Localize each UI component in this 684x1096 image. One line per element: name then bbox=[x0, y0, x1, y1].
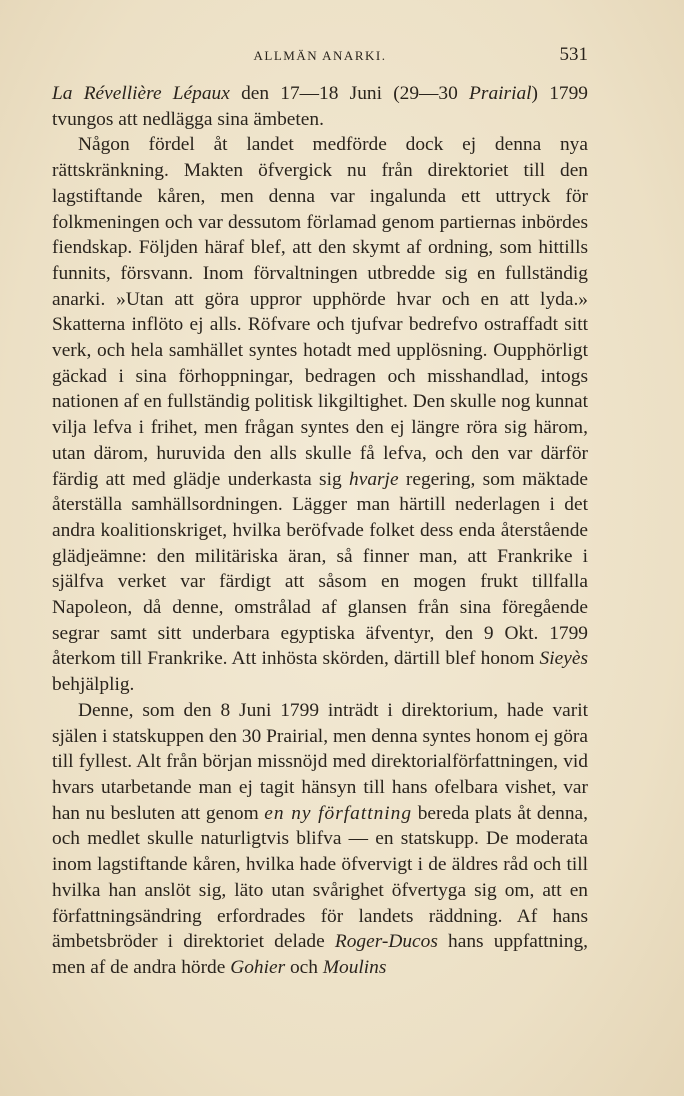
page-number: 531 bbox=[559, 44, 588, 65]
name-moulins: Moulins bbox=[322, 956, 387, 978]
text-run: Denne, som den 8 Juni 1799 inträdt i direktorium, hade varit själen i statskuppen den 30 Prairial, men denna syntes honom ej göra till fyllest. Alt från början missnöjd med direktorialförfattningen, vid hvars utarbetande man ej tagit hänsyn till hans ofelbara vishet, var han nu besluten att genom bbox=[52, 699, 588, 824]
text-run: och bbox=[285, 956, 323, 978]
name-roger-ducos: Roger-Ducos bbox=[334, 931, 438, 953]
text-run: hans uppfattning, men af de andra hörde bbox=[52, 931, 588, 978]
text-run: regering, som mäktade återställa samhällsordningen. Lägger man härtill nederlagen i det andra koalitionskriget, hvilka beröfvade folket dess enda återstående glädjeämne: den militäriska äran, så finner man, att Frankrike i själfva verket var färdigt att såsom en mogen frukt tillfalla Napoleon, då denne, omstrålad af glansen från sina föregående segrar samt sitt underbara egyptiska äfventyr, den 9 Okt. 1799 återkom till Frankrike. Att inhösta skörden, därtill blef honom bbox=[52, 468, 588, 670]
text-run: ) 1799 tvungos att nedlägga sina ämbeten. bbox=[52, 83, 588, 130]
text-run: den 17—18 Juni (29—30 bbox=[229, 83, 470, 104]
paragraph-3 bbox=[52, 698, 588, 981]
text-run: Någon fördel åt landet medförde dock ej denna nya rättskränkning. Makten öfvergick nu från direktoriet till den lagstiftande kåren, men denna var ingalunda ett uttryck för folkmeningen och var dessutom förlamad genom partiernas inbördes fiendskap. Följden häraf blef, att den skymt af ordning, som hittills funnits, försvann. Inom förvaltningen utbredde sig en fullständig anarki. »Utan att göra uppror upphörde hvar och en att lyda.» Skatterna inflöto ej alls. Röfvare och tjufvar bedrefvo ostraffadt sitt verk, och hela samhället syntes hotadt med upplösning. Oupphörligt gäckad i sina förhoppningar, bedragen och misshandlad, intogs nationen af en fullständig politisk likgiltighet. Den skulle nog kunnat vilja lefva i frihet, men frågan syntes den ej längre röra sig härom, utan därom, huruvida den alls skulle få lefva, och den var därför färdig att med glädje underkasta sig bbox=[52, 134, 588, 490]
name-sieyes: Sieyès bbox=[539, 648, 588, 670]
term-prairial: Prairial bbox=[469, 83, 532, 104]
name-gohier: Gohier bbox=[230, 956, 286, 978]
emphasis-en-ny-forfattning: en ny författning bbox=[264, 802, 413, 824]
body-text bbox=[52, 81, 588, 981]
book-page bbox=[52, 44, 588, 981]
running-title: ALLMÄN ANARKI. bbox=[253, 48, 387, 63]
name-la-revelliere-lepaux: La Révellière Lépaux bbox=[52, 83, 230, 104]
text-run: bereda plats åt denna, och medlet skulle naturligtvis blifva — en statskupp. De moderata inom lagstiftande kåren, hvilka hade öfvervigt i de äldres råd och till hvilka han anslöt sig, läto utan svårighet öfvertyga sig om, att en författningsändring erfordrades för landets räddning. Af hans ämbetsbröder i direktoriet delade bbox=[52, 802, 588, 953]
text-run: behjälplig. bbox=[52, 674, 135, 696]
page-header bbox=[52, 44, 588, 70]
emphasis-hvarje: hvarje bbox=[349, 468, 399, 490]
paragraph-2 bbox=[52, 132, 588, 697]
paragraph-1 bbox=[52, 81, 588, 132]
